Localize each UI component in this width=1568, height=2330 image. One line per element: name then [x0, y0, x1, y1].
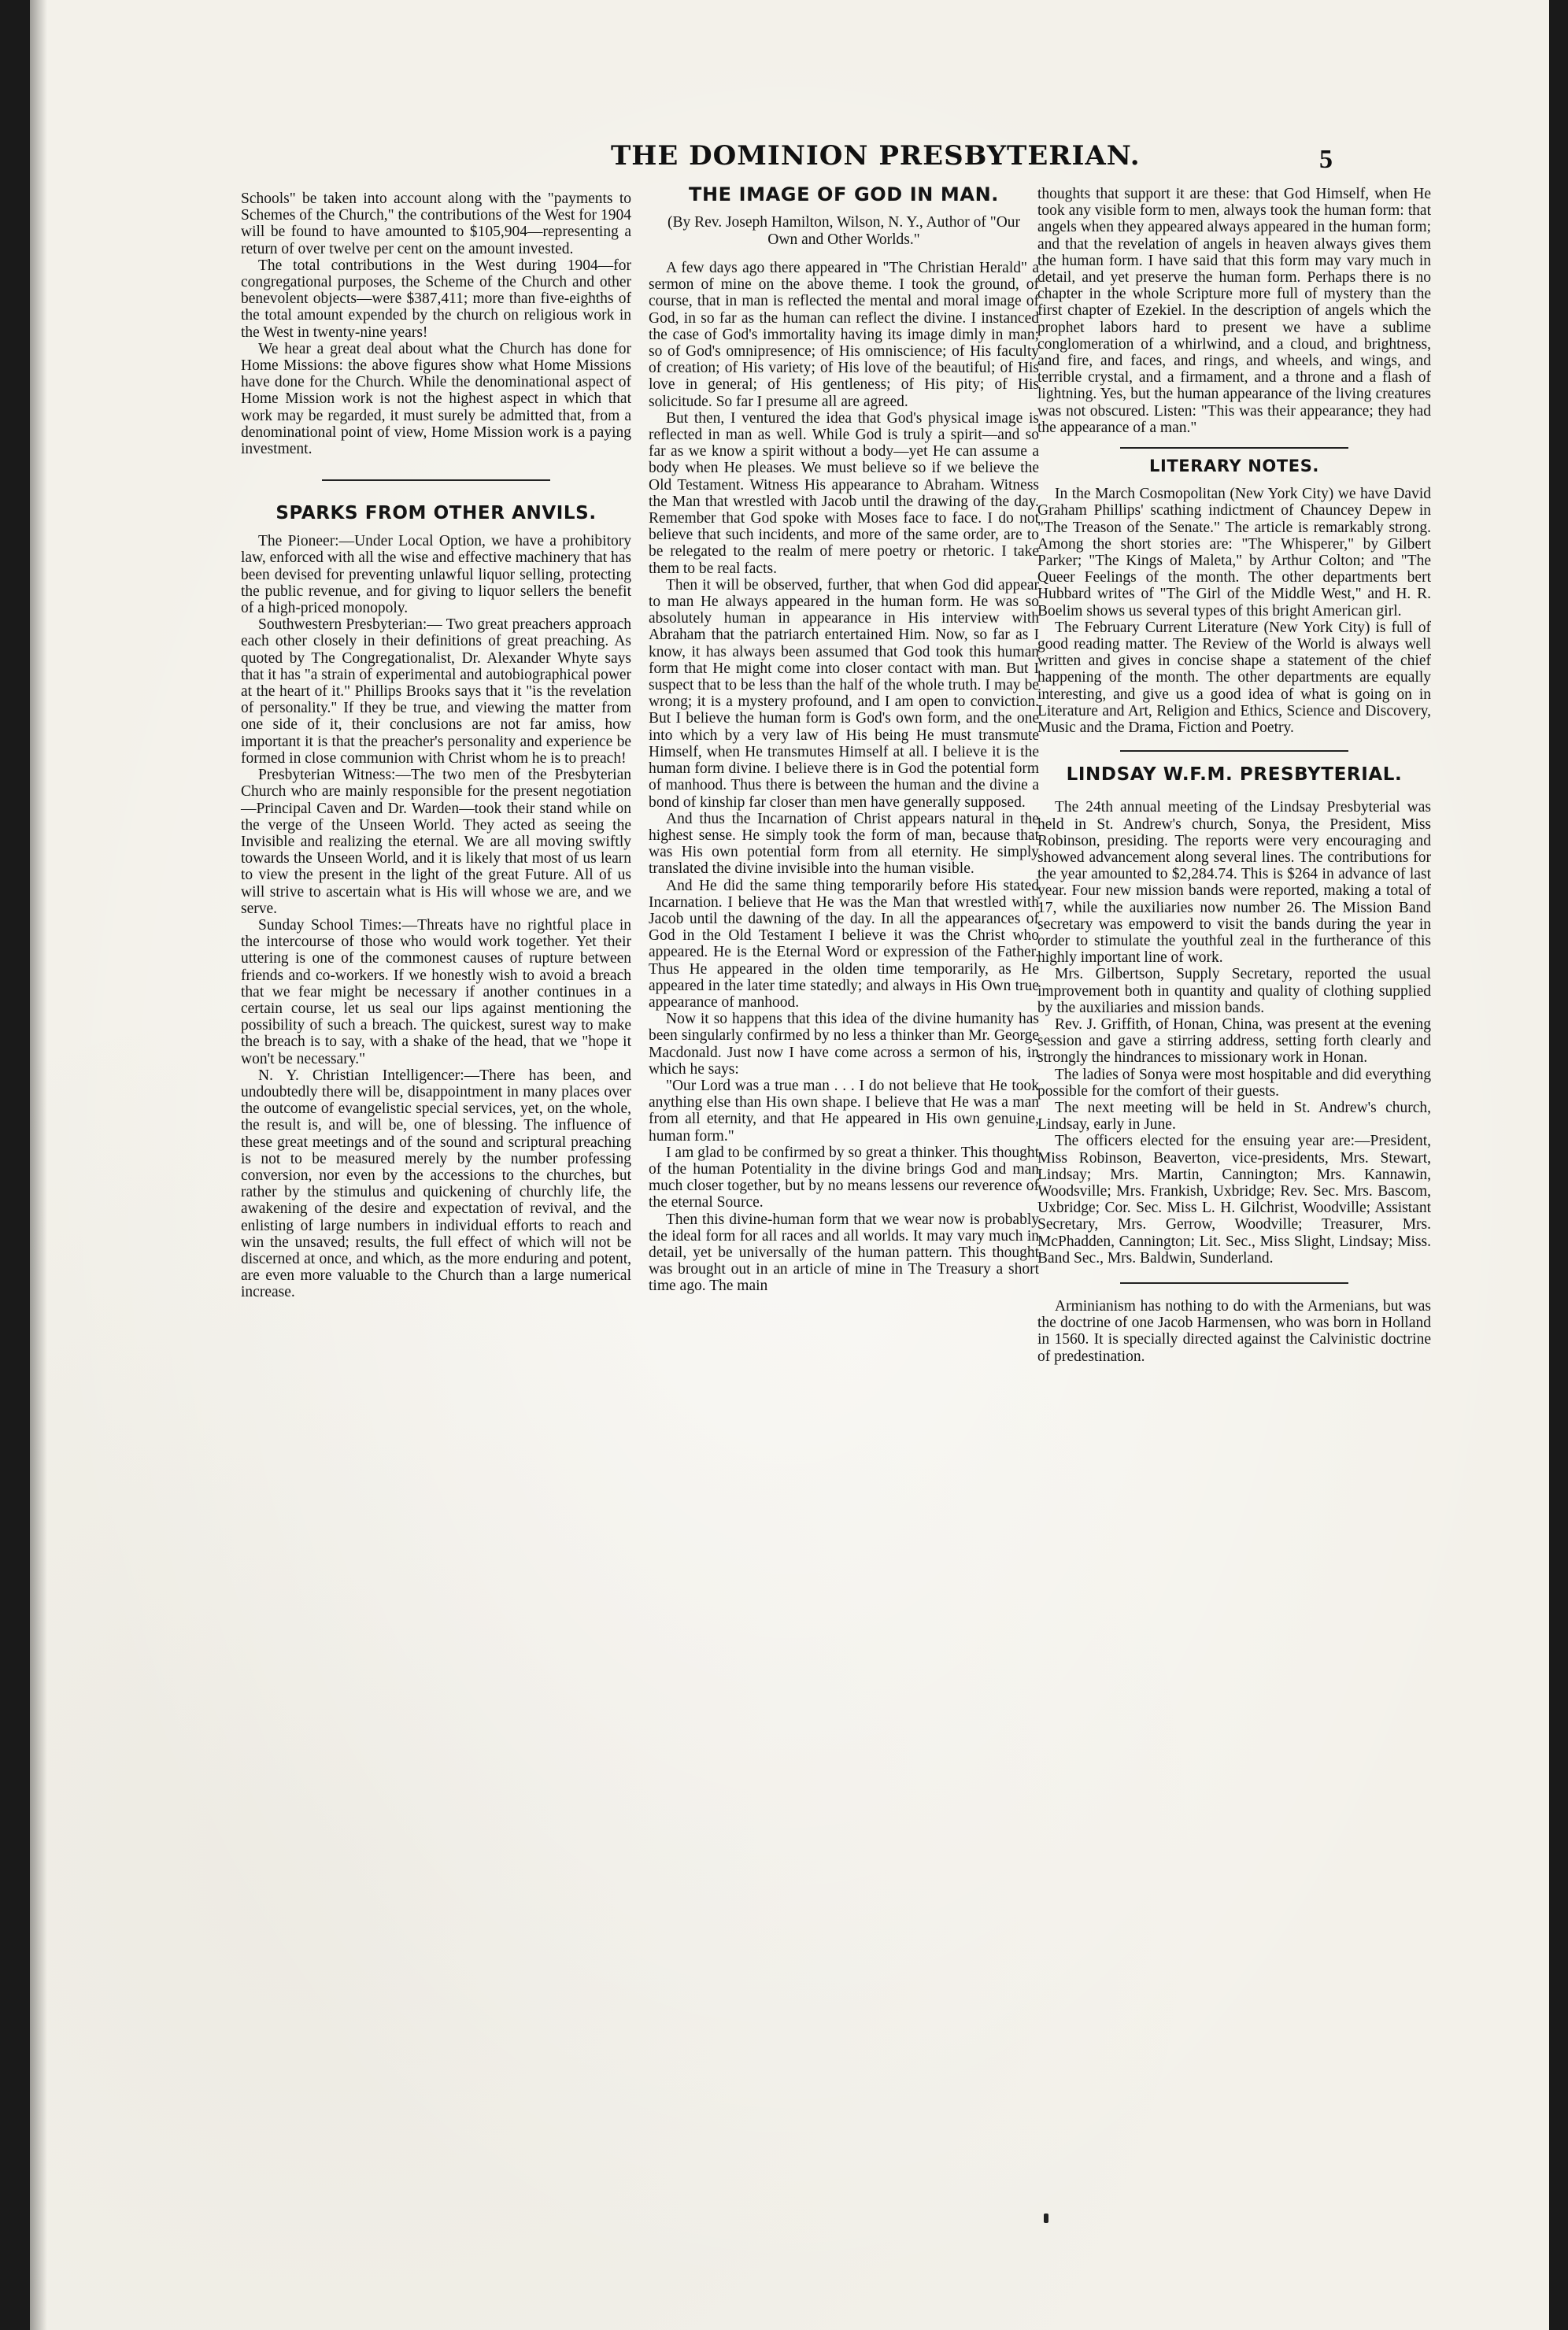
paragraph: The ladies of Sonya were most hospitable and did everything possible for the comfort of their guests. [1037, 1066, 1431, 1100]
section-divider [1120, 750, 1348, 752]
paragraph: And thus the Incarnation of Christ appears natural in the highest sense. He simply took the form of man, because that was His own potential form from all eternity. He simply translated the divine invisible into the human visible. [649, 810, 1039, 878]
printer-mark [1044, 2214, 1048, 2223]
paragraph: And He did the same thing temporarily before His stated Incarnation. I believe that He was the Man that wrestled with Jacob until the dawning of the day. In all the appearances of God in the Old Testament I believe it was the Christ who appeared. He is the Eternal Word or expression of the Father. Thus He appeared in the olden time temporarily, as He appeared in the later time statedly; and always in His Own true appearance of manhood. [649, 877, 1039, 1011]
article-title-image-of-god: THE IMAGE OF GOD IN MAN. [688, 183, 999, 205]
paragraph: Then this divine-human form that we wear now is probably the ideal form for all races and all worlds. It may vary much in detail, yet be universally of the human pattern. This thought was brought out in an article of mine in The Treasury a short time ago. The main [649, 1211, 1039, 1295]
paragraph: A few days ago there appeared in "The Christian Herald" a sermon of mine on the above theme. I took the ground, of course, that in man is reflected the mental and moral image of God, in so far as the human can reflect the divine. I instanced the case of God's immortality having its image dimly in man; so of God's omnipresence; of His omniscience; of His faculty of creation; of His variety; of His love of the beautiful; of His love in general; of His gentleness; of His pity; of His solicitude. So far I presume all are agreed. [649, 260, 1039, 410]
column-right [1037, 186, 1431, 1365]
paragraph: The February Current Literature (New York City) is full of good reading matter. The Review of the World is always well written and gives in concise shape a statement of the chief happening of the month. The other departments are equally interesting, and give us a good idea of what is going on in Literature and Art, Religion and Ethics, Science and Discovery, Music and the Drama, Fiction and Poetry. [1037, 619, 1431, 737]
paragraph: But then, I ventured the idea that God's physical image is reflected in man as well. While God is truly a spirit—and so far as we know a spirit without a body—yet He can assume a body when He pleases. We must believe so if we believe the Old Testament. Witness His appearance to Abraham. Witness the Man that wrestled with Jacob until the drawing of the day. Remember that God spoke with Moses face to face. I do not believe that such incidents, and more of the same order, are to be relegated to the realm of mere poetry or rhetoric. I take them to be real facts. [649, 409, 1039, 577]
section-divider [1120, 447, 1348, 449]
paragraph: In the March Cosmopolitan (New York City) we have David Graham Phillips' scathing indictment of Chauncey Depew in "The Treason of the Senate." The article is remarkably strong. Among the short stories are: "The Whisperer," by Gilbert Parker; "The Kings of Maleta," by Arthur Colton; and "The Queer Feelings of the month. The other departments bert Hubbard writes of "The Girl of the Middle West," and H. R. Boelim shows us several types of this bright American girl. [1037, 486, 1431, 619]
paragraph: Schools" be taken into account along with the "payments to Schemes of the Church," the contributions of the West for 1904 will be found to have amounted to $105,904—representing a return of over twelve per cent on the amount invested. [241, 190, 631, 257]
paragraph: Southwestern Presbyterian:— Two great preachers approach each other closely in their definitions of great preaching. As quoted by The Congregationalist, Dr. Alexander Whyte says that it has "a strain of experimental and autobiographical power at the heart of it." Phillips Brooks says that it "is the revelation of personality." If they be true, and viewing the matter from one side of it, their conclusions are not far amiss, how important it is that the preacher's personality and experience be formed in close communion with Christ whom he is to preach! [241, 616, 631, 767]
paragraph: We hear a great deal about what the Church has done for Home Missions: the above figures show what Home Missions have done for the Church. While the denominational aspect of Home Mission work is not the highest aspect in which that work may be regarded, it must surely be admitted that, from a denominational point of view, Home Mission work is a paying investment. [241, 340, 631, 458]
section-divider [322, 479, 550, 481]
paragraph: Rev. J. Griffith, of Honan, China, was present at the evening session and gave a stirring address, setting forth clearly and strongly the hindrances to missionary work in Honan. [1037, 1015, 1431, 1067]
article-byline: (By Rev. Joseph Hamilton, Wilson, N. Y., Author of "Our Own and Other Worlds." [667, 214, 1021, 248]
section-heading-literary-notes: LITERARY NOTES. [1148, 457, 1320, 476]
newspaper-page [30, 0, 1549, 2330]
paragraph: Arminianism has nothing to do with the Armenians, but was the doctrine of one Jacob Harmensen, who was born in Holland in 1560. It is specially directed against the Calvinistic doctrine of predestination. [1037, 1297, 1431, 1365]
paragraph: The total contributions in the West during 1904—for congregational purposes, the Scheme of the Church and other benevolent objects—were $387,411; more than five-eighths of the total amount expended by the church on religious work in the West in twenty-nine years! [241, 257, 631, 341]
paragraph: N. Y. Christian Intelligencer:—There has been, and undoubtedly there will be, disappointment in many places over the outcome of evangelistic special services, yet, on the whole, the result is, and will be, one of blessing. The influence of these great meetings and of the sound and scriptural preaching is not to be measured merely by the number professing conversion, nor even by the accessions to the churches, but rather by the stimulus and quickening of churchly life, the awakening of the desire and expectation of revival, and the enlisting of large numbers in individual efforts to reach and win the unsaved; results, the full effect of which will not be discerned at once, and which, as the more enduring and potent, are even more valuable to the Church than a large numerical increase. [241, 1067, 631, 1301]
quotation: "Our Lord was a true man . . . I do not believe that He took anything else than His own shape. I believe that He was a man from all eternity, and that He appeared in His own genuine, human form." [649, 1077, 1039, 1145]
column-middle [649, 183, 1039, 1295]
column-left [241, 190, 631, 1301]
paragraph: Sunday School Times:—Threats have no rightful place in the intercourse of those who would work together. Yet their uttering is one of the commonest causes of rupture between friends and co-workers. If we honestly wish to avoid a breach that we fear might be necessary if another continues in a certain course, let us seal our lips against mentioning the possibility of such a breach. The quickest, surest way to make the breach is to say, with a shake of the head, that we "hope it won't be necessary." [241, 916, 631, 1067]
section-divider [1120, 1282, 1348, 1284]
paragraph: The next meeting will be held in St. Andrew's church, Lindsay, early in June. [1037, 1099, 1431, 1134]
paragraph: thoughts that support it are these: that God Himself, when He took any visible form to men, always took the human form: that angels when they appeared always appeared in the human form; and that the revelation of angels in heaven always gives them the human form. I have said that this form may vary much in detail, and yet preserve the human form. Perhaps there is no chapter in the whole Scripture more full of mystery than the first chapter of Ezekiel. In the description of angels which the prophet labors hard to present we have a sublime conglomeration of a whirlwind, and a cloud, and brightness, and fire, and faces, and rings, and wheels, and wings, and terrible crystal, and a firmament, and a throne and a flash of lightning. Yes, but the human appearance of the living creatures was not obscured. Listen: "This was their appearance; they had the appearance of a man." [1037, 186, 1431, 436]
section-heading-lindsay-wfm: LINDSAY W.F.M. PRESBYTERIAL. [1066, 764, 1403, 786]
paragraph: The 24th annual meeting of the Lindsay Presbyterial was held in St. Andrew's church, Sonya, the President, Miss Robinson, presiding. The reports were very encouraging and showed advancement along several lines. The contributions for the year amounted to $2,284.74. This is $264 in advance of last year. Four new mission bands were reported, making a total of 17, while the auxiliaries now number 26. The Mission Band secretary was empowerd to visit the bands during the year in order to stimulate the youthful zeal in the furtherance of this highly important line of work. [1037, 799, 1431, 967]
paragraph: Presbyterian Witness:—The two men of the Presbyterian Church who are mainly responsible for the present negotiation—Principal Caven and Dr. Warden—took their stand while on the verge of the Unseen World. They acted as seeing the Invisible and realizing the eternal. We are all moving swiftly towards the Unseen World, and it is likely that most of us learn to view the present in the light of the great Future. All of us will strive to ascertain what is His will whose we are, and we serve. [241, 767, 631, 917]
paragraph: I am glad to be confirmed by so great a thinker. This thought of the human Potentiality in the divine brings God and man much closer together, but by no means lessens our reverence of the eternal Source. [649, 1144, 1039, 1211]
page-edge-shadow [30, 0, 47, 2330]
masthead-title: THE DOMINION PRESBYTERIAN. [611, 140, 1141, 172]
paragraph: The Pioneer:—Under Local Option, we have a prohibitory law, enforced with all the wise and effective machinery that has been devised for preventing unlawful liquor selling, protecting the public revenue, and for giving to liquor sellers the benefit of a high-priced monopoly. [241, 533, 631, 617]
paragraph: The officers elected for the ensuing year are:—President, Miss Robinson, Beaverton, vice-presidents, Mrs. Stewart, Lindsay; Mrs. Martin, Cannington; Mrs. Kannawin, Woodsville; Mrs. Frankish, Uxbridge; Rev. Sec. Mrs. Bascom, Uxbridge; Cor. Sec. Miss L. H. Gilchrist, Woodville; Assistant Secretary, Mrs. Gerrow, Woodville; Treasurer, Mrs. McPhadden, Cannington; Lit. Sec., Miss Slight, Lindsay; Miss. Band Sec., Mrs. Baldwin, Sunderland. [1037, 1133, 1431, 1267]
paragraph: Now it so happens that this idea of the divine humanity has been singularly confirmed by no less a thinker than Mr. George Macdonald. Just now I have come across a sermon of his, in which he says: [649, 1011, 1039, 1078]
page-number: 5 [1319, 145, 1333, 174]
paragraph: Mrs. Gilbertson, Supply Secretary, reported the usual improvement both in quantity and quality of clothing supplied by the auxiliaries and mission bands. [1037, 966, 1431, 1016]
section-heading-sparks: SPARKS FROM OTHER ANVILS. [276, 503, 597, 524]
paragraph: Then it will be observed, further, that when God did appear to man He always appeared in the human form. He was so absolutely human in appearance in His interview with Abraham that the patriarch entertained Him. Now, so far as I know, it has always been assumed that God took this human form that He might come into closer contact with man. But I suspect that to be less than the half of the whole truth. I may be wrong; it is a mystery profound, and I am open to conviction. But I believe the human form is God's own form, and the one into which by a very law of His being He must transmute Himself, when He transmutes Himself at all. I believe it is the human form divine. I believe there is in God the potential form of manhood. Thus there is between the human and the divine a bond of kinship far closer than men have generally supposed. [649, 576, 1039, 811]
